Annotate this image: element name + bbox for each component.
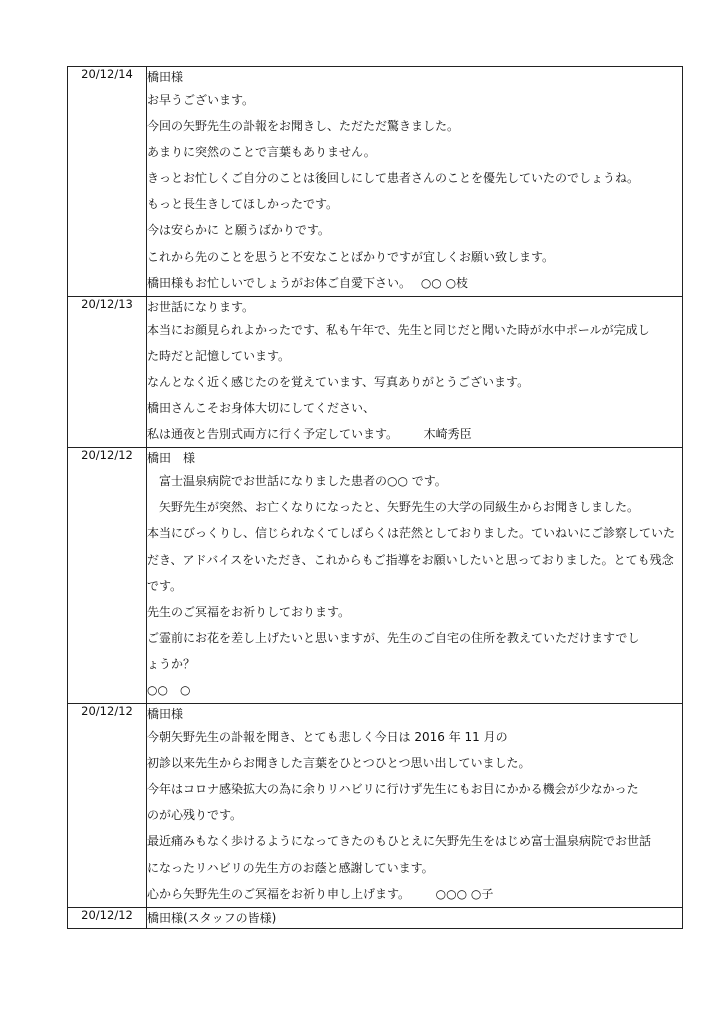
message-line: です。 xyxy=(147,578,183,593)
message-date: 20/12/14 xyxy=(68,67,147,297)
message-line: 矢野先生が突然、お亡くなりになったと、矢野先生の大学の同級生からお聞きしました。 xyxy=(147,500,640,515)
message-line: ょうか？ xyxy=(147,656,196,671)
message-body xyxy=(147,296,683,447)
message-table xyxy=(67,66,683,929)
message-line: 最近痛みもなく歩けるようになってきたのもひとえに矢野先生をはじめ富士温泉病院でお世話 xyxy=(147,834,652,849)
message-line: 初診以来先生からお聞きした言葉をひとつひとつ思い出していました。 xyxy=(147,756,531,771)
message-line: 今回の矢野先生の訃報をお聞きし、ただただ驚きました。 xyxy=(147,119,460,134)
message-row xyxy=(68,67,683,297)
message-line: もっと長生きしてほしかったです。 xyxy=(147,197,339,212)
message-salutation: 橋田様(スタッフの皆様) xyxy=(147,910,277,925)
message-row xyxy=(68,296,683,447)
message-line: なんとなく近く感じたのを覚えています、写真ありがとうございます。 xyxy=(147,374,530,389)
message-line: た時だと記憶しています。 xyxy=(147,348,291,363)
message-line: 橋田様もお忙しいでしょうがお体ご自愛下さい。 ○○ ○枝 xyxy=(147,275,469,290)
message-row xyxy=(68,704,683,908)
message-salutation: 橋田様 xyxy=(147,707,184,722)
message-line: これから先のことを思うと不安なことばかりですが宜しくお願い致します。 xyxy=(147,249,555,264)
message-line: 今は安らかに と願うばかりです。 xyxy=(147,223,330,238)
message-body xyxy=(147,907,683,928)
message-line: 私は通夜と告別式両方に行く予定しています。 木崎秀臣 xyxy=(147,427,472,442)
message-salutation: 橋田様 xyxy=(147,70,184,84)
message-date: 20/12/12 xyxy=(68,448,147,704)
message-line: のが心残りです。 xyxy=(147,808,243,823)
message-line: お早うございます。 xyxy=(147,93,255,107)
message-line: ○○ ○ xyxy=(147,682,191,697)
message-line: きっとお忙しくご自分のことは後回しにして患者さんのことを優先していたのでしょうね。 xyxy=(147,171,640,186)
message-row xyxy=(68,448,683,704)
message-line: 心から矢野先生のご冥福をお祈り申し上げます。 ○○○ ○子 xyxy=(147,886,494,901)
message-date: 20/12/12 xyxy=(68,907,147,928)
message-line: 本当にお顔見られよかったです、私も午年で、先生と同じだと聞いた時が水中ポールが完成し xyxy=(147,322,650,337)
message-salutation: お世話になります。 xyxy=(147,299,255,314)
message-line: 先生のご冥福をお祈りしております。 xyxy=(147,604,351,619)
message-line: 橋田さんこそお身体大切にしてください、 xyxy=(147,401,376,416)
message-row xyxy=(68,907,683,928)
message-line: になったリハビリの先生方のお蔭と感謝しています。 xyxy=(147,860,434,875)
message-line: 今朝矢野先生の訃報を聞き、とても悲しく今日は 2016 年 11 月の xyxy=(147,730,508,745)
message-salutation: 橋田 様 xyxy=(147,451,196,466)
message-line: 今年はコロナ感染拡大の為に余りリハビリに行けず先生にもお目にかかる機会が少なかった xyxy=(147,782,639,797)
message-line: あまりに突然のことで言葉もありません。 xyxy=(147,145,376,160)
message-body xyxy=(147,448,683,704)
message-body xyxy=(147,67,683,297)
message-line: 本当にびっくりし、信じられなくてしばらくは茫然としておりました。ていねいにご診察していた xyxy=(147,526,676,541)
message-line: 富士温泉病院でお世話になりました患者の○○ です。 xyxy=(147,474,447,489)
message-date: 20/12/12 xyxy=(68,704,147,908)
message-line: ご霊前にお花を差し上げたいと思いますが、先生のご自宅の住所を教えていただけますでし xyxy=(147,630,640,645)
message-body xyxy=(147,704,683,908)
message-line: だき、アドバイスをいただき、これからもご指導をお願いしたいと思っておりました。とても残念 xyxy=(147,552,674,567)
message-date: 20/12/13 xyxy=(68,296,147,447)
